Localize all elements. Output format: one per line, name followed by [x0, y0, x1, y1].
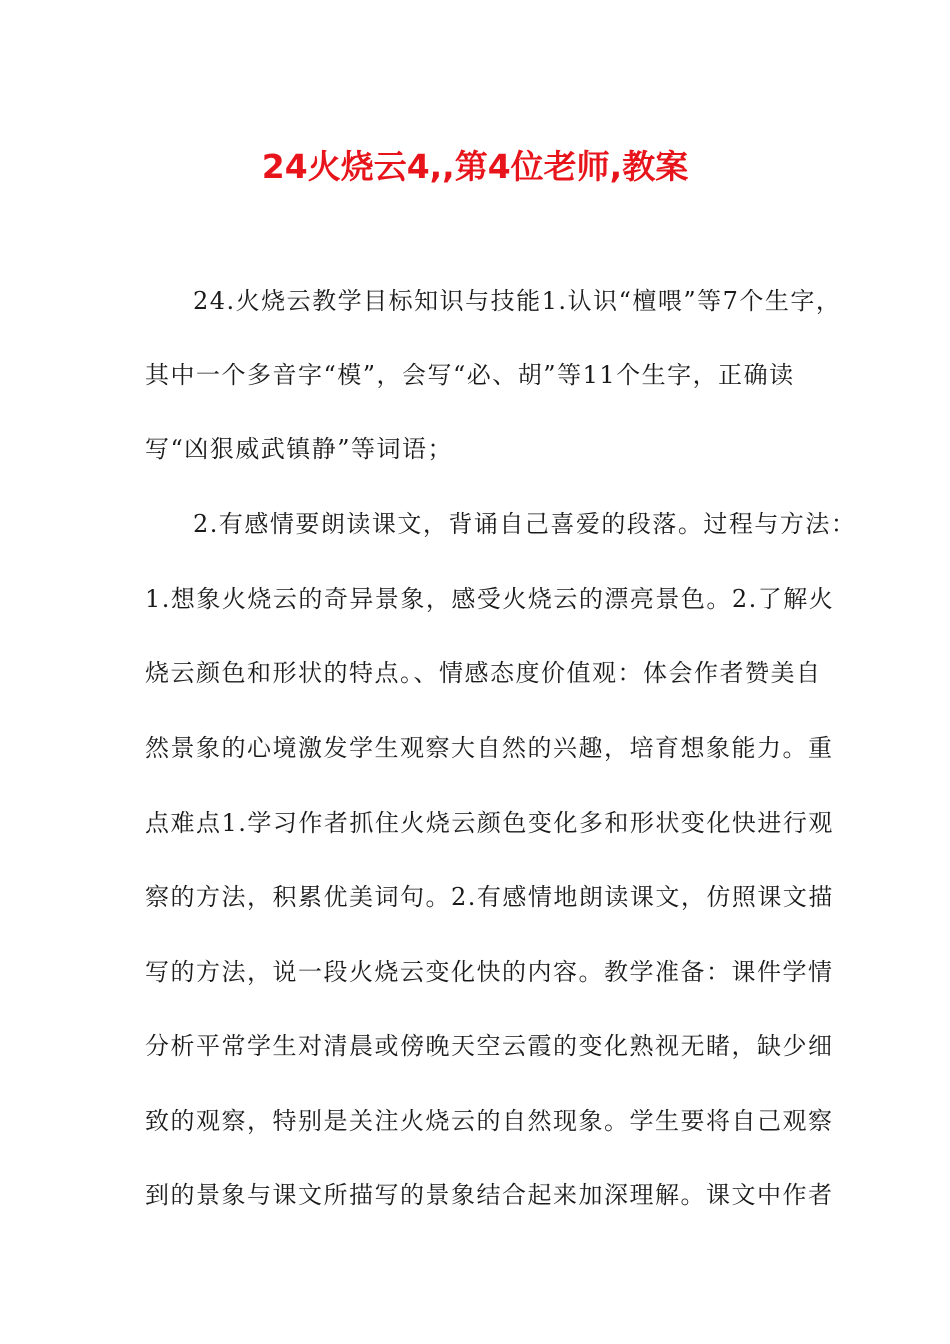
text-line: 写的方法，说一段火烧云变化快的内容。教学准备：课件学情: [145, 958, 834, 986]
page-title: 24火烧云4,,第4位老师,教案: [261, 147, 689, 186]
text-line: 致的观察，特别是关注火烧云的自然现象。学生要将自己观察: [145, 1107, 834, 1135]
text-line: 其中一个多音字“模”，会写“必、胡”等11个生字，正确读: [145, 361, 795, 389]
text-line: 分析平常学生对清晨或傍晚天空云霞的变化熟视无睹，缺少细: [145, 1032, 834, 1060]
text-line: 察的方法，积累优美词句。2.有感情地朗读课文，仿照课文描: [145, 883, 834, 911]
text-line: 然景象的心境激发学生观察大自然的兴趣，培育想象能力。重: [145, 734, 834, 762]
text-line: 点难点1.学习作者抓住火烧云颜色变化多和形状变化快进行观: [145, 809, 834, 837]
text-line: 2.有感情要朗读课文，背诵自己喜爱的段落。过程与方法：: [193, 510, 857, 538]
text-line: 1.想象火烧云的奇异景象，感受火烧云的漂亮景色。2.了解火: [145, 585, 835, 613]
text-line: 写“凶狠威武镇静”等词语；: [145, 435, 454, 463]
text-line: 到的景象与课文所描写的景象结合起来加深理解。课文中作者: [145, 1181, 834, 1209]
text-line: 烧云颜色和形状的特点。、情感态度价值观：体会作者赞美自: [145, 659, 822, 687]
text-line: 24.火烧云教学目标知识与技能1.认识“檀喂”等7个生字，: [193, 287, 842, 315]
